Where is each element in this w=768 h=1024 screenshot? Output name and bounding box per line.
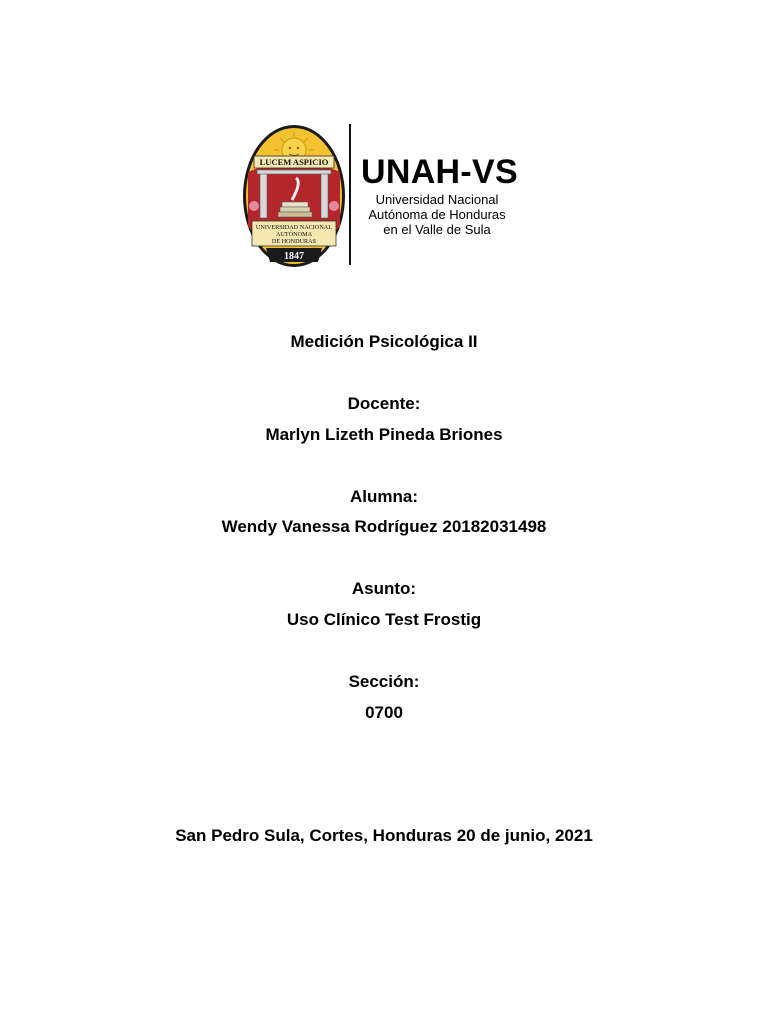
unah-vs-logo [240,122,530,270]
course-title: Medición Psicológica II [290,332,478,351]
student-name: Wendy Vanessa Rodríguez 20182031498 [221,517,547,536]
logo-subtitle-line: en el Valle de Sula [383,222,491,237]
seal-motto: LUCEM ASPICIO [259,157,329,167]
logo-subtitle-line: Autónoma de Honduras [368,207,506,222]
teacher-label: Docente: [347,394,421,413]
logo-divider [349,124,351,265]
student-label: Alumna: [350,487,418,506]
logo-subtitle [361,192,513,237]
section-label: Sección: [348,672,420,691]
place-date: San Pedro Sula, Cortes, Honduras 20 de junio, 2021 [175,826,593,845]
section-value: 0700 [365,703,403,722]
teacher-name: Marlyn Lizeth Pineda Briones [265,425,503,444]
seal-ribbon-line-1: UNIVERSIDAD NACIONAL [255,224,333,231]
seal-ribbon-line-2: AUTÓNOMA [275,231,313,238]
subject-value: Uso Clínico Test Frostig [286,610,482,629]
subject-label: Asunto: [351,579,417,598]
university-seal-icon [240,122,348,270]
logo-wordmark [361,152,536,237]
logo-subtitle-line: Universidad Nacional [375,192,499,207]
seal-year: 1847 [284,251,304,262]
seal-ribbon-line-3: DE HONDURAS [271,238,317,245]
logo-title: UNAH-VS [361,153,518,191]
